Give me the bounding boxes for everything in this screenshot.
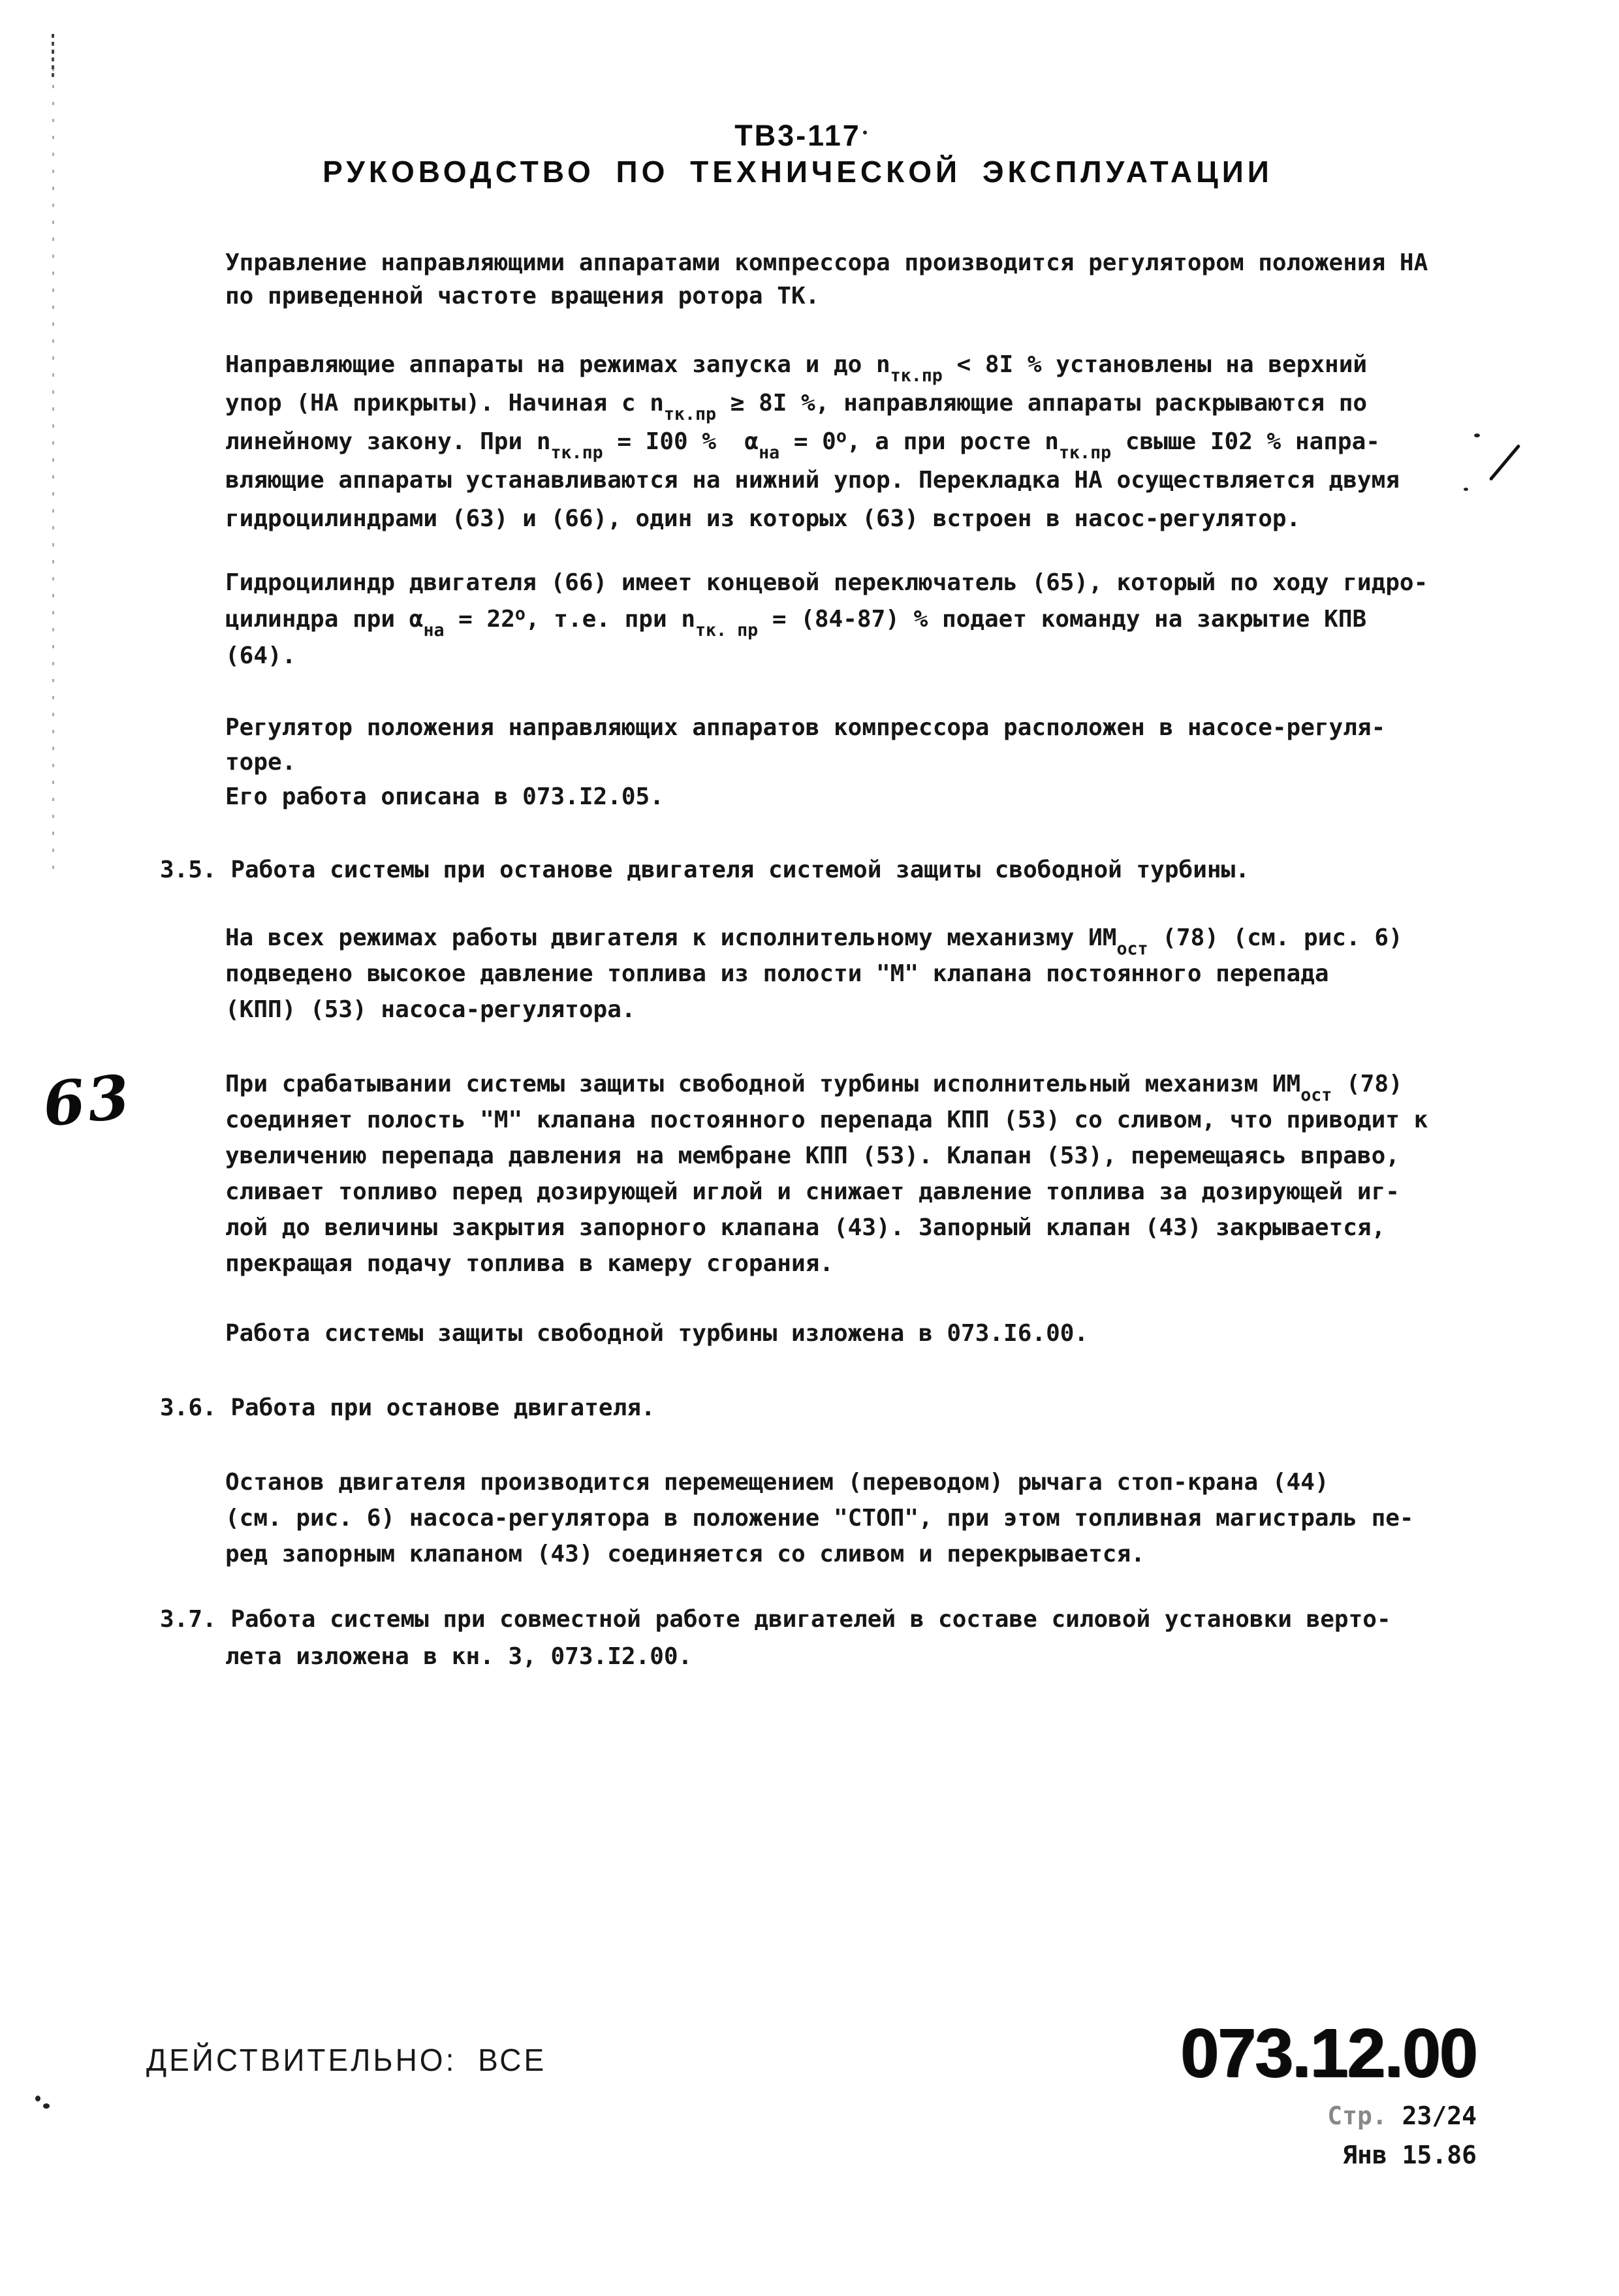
text-run: , а при росте n (846, 428, 1059, 455)
text-line (225, 251, 1428, 285)
subscript: на (423, 620, 445, 640)
text-run: 3.7. Работа системы при совместной работе двигателей в составе силовой установки верто- (160, 1606, 1391, 1633)
text-run: На всех режимах работы двигателя к исполнительному механизму ИМ (225, 924, 1117, 951)
text-line (225, 1543, 1414, 1579)
text-line (225, 1180, 1428, 1216)
text-run: линейному закону. При n (225, 428, 551, 455)
text-run: 3.5. Работа системы при останове двигателя системой защиты свободной турбины. (160, 857, 1250, 883)
text-run: сливает топливо перед дозирующей иглой и снижает давление топлива за дозирующей иг- (225, 1178, 1400, 1205)
paragraph (225, 926, 1403, 1034)
text-run: = I00 % α (603, 428, 759, 455)
text-run: торе. (225, 749, 296, 776)
page-title: РУКОВОДСТВО ПО ТЕХНИЧЕСКОЙ ЭКСПЛУАТАЦИИ (322, 155, 1273, 189)
text-run: (64). (225, 642, 296, 669)
text-line (225, 998, 1403, 1034)
doc-code-header: ТВ3-117 (734, 119, 861, 152)
text-run: = 22 (444, 606, 515, 633)
subscript: ост (1300, 1084, 1332, 1105)
page-number-value: 23/24 (1402, 2101, 1477, 2130)
text-line (225, 716, 1385, 751)
text-line (225, 1109, 1428, 1144)
paragraph (225, 353, 1400, 546)
text-line (225, 926, 1403, 962)
text-run: При срабатывании системы защиты свободной турбины исполнительный механизм ИМ (225, 1071, 1301, 1097)
text-run: гидроцилиндрами (63) и (66), один из которых (63) встроен в насос-регулятор. (225, 505, 1301, 532)
text-run: Работа системы защиты свободной турбины изложена в 073.I6.00. (225, 1320, 1089, 1347)
text-line (225, 1144, 1428, 1180)
paragraph (225, 571, 1428, 681)
text-run: Гидроцилиндр двигателя (66) имеет концевой переключатель (65), который по ходу гидро- (225, 569, 1428, 596)
text-run: (78) (1332, 1071, 1403, 1097)
paragraph (225, 1073, 1428, 1288)
text-run: увеличению перепада давления на мембране КПП (53). Клапан (53), перемещаясь вправо, (225, 1142, 1400, 1169)
text-run: , т.е. при n (525, 606, 695, 633)
ink-speck (43, 2103, 50, 2109)
text-line (225, 1322, 1088, 1358)
text-run: по приведенной частоте вращения ротора ТК. (225, 283, 820, 309)
text-line (225, 1216, 1428, 1252)
text-run: < 8I % установлены на верхний (942, 351, 1368, 378)
section-heading (160, 1396, 655, 1432)
text-line (225, 1471, 1414, 1507)
subscript: тк.пр (890, 365, 943, 386)
text-line (225, 1507, 1414, 1543)
paragraph (225, 1471, 1414, 1579)
text-run: = (84-87) % подает команду на закрытие КПВ (758, 606, 1367, 633)
text-run: цилиндра при α (225, 606, 424, 633)
text-run: лой до величины закрытия запорного клапана (43). Запорный клапан (43) закрывается, (225, 1214, 1386, 1241)
paragraph (225, 251, 1428, 318)
text-line (225, 1252, 1428, 1288)
binding-dash-line-top (52, 34, 54, 77)
ink-speck (863, 131, 867, 134)
text-line (225, 426, 1400, 469)
subscript: тк.пр (1058, 442, 1112, 463)
text-run: Останов двигателя производится перемещением (переводом) рычага стоп-крана (44) (225, 1469, 1329, 1496)
text-run: = 0 (779, 428, 836, 455)
text-line (225, 469, 1400, 507)
text-line (160, 1645, 1391, 1682)
paragraph (225, 716, 1385, 820)
subscript: ост (1116, 938, 1148, 959)
text-run: подведено высокое давление топлива из полости "М" клапана постоянного перепада (225, 960, 1329, 987)
subscript: тк.пр (663, 403, 717, 424)
text-line (225, 1073, 1428, 1109)
ink-speck (1474, 433, 1480, 437)
superscript: о (514, 603, 526, 624)
page-number (1180, 2103, 1477, 2128)
text-run: Направляющие аппараты на режимах запуска и до n (225, 351, 890, 378)
text-run: (см. рис. 6) насоса-регулятора в положение "СТОП", при этом топливная магистраль пе- (225, 1505, 1414, 1532)
text-run: вляющие аппараты устанавливаются на нижний упор. Перекладка НА осуществляется двумя (225, 467, 1400, 494)
revision-date: Янв 15.86 (1342, 2141, 1477, 2169)
handwritten-margin-number: 63 (39, 1061, 136, 1140)
text-line (160, 1608, 1391, 1645)
text-run: Регулятор положения направляющих аппаратов компрессора расположен в насосе-регуля- (225, 714, 1386, 741)
text-run: ≥ 8I %, направляющие аппараты раскрываются по (716, 390, 1368, 417)
footer-reference-block (1180, 2015, 1477, 2169)
text-line (225, 785, 1385, 820)
text-line (225, 392, 1400, 430)
text-line (225, 507, 1400, 546)
superscript: о (836, 426, 847, 447)
text-run: 3.6. Работа при останове двигателя. (160, 1394, 655, 1421)
subscript: тк.пр (550, 442, 603, 463)
text-run: ред запорным клапаном (43) соединяется со сливом и перекрывается. (225, 1541, 1145, 1567)
paragraph (225, 1322, 1088, 1358)
ink-speck (1464, 488, 1468, 491)
text-line (225, 285, 1428, 318)
text-run: Управление направляющими аппаратами компрессора производится регулятором положения НА (225, 249, 1428, 276)
subscript: на (759, 442, 780, 463)
text-run: лета изложена в кн. 3, 073.I2.00. (225, 1643, 693, 1670)
text-line (225, 353, 1400, 392)
page-number-label: Стр. (1327, 2101, 1387, 2130)
text-run: прекращая подачу топлива в камеру сгорания. (225, 1250, 834, 1277)
section-heading (160, 858, 1250, 894)
text-run: (78) (см. рис. 6) (1148, 924, 1403, 951)
ink-speck (35, 2096, 40, 2101)
pen-slash-mark (1489, 444, 1521, 481)
subscript: тк. пр (695, 620, 759, 640)
doc-code-stamp: 073.12.00 (1180, 2015, 1477, 2092)
text-line (225, 571, 1428, 608)
text-line (225, 603, 1428, 644)
text-line (160, 858, 1250, 894)
text-run: соединяет полость "М" клапана постоянного перепада КПП (53) со сливом, что приводит к (225, 1107, 1428, 1133)
text-run: Его работа описана в 073.I2.05. (225, 783, 664, 810)
text-run: упор (НА прикрыты). Начиная с n (225, 390, 664, 417)
text-run: свыше I02 % напра- (1111, 428, 1380, 455)
validity-stamp: ДЕЙСТВИТЕЛЬНО: ВСЕ (146, 2041, 547, 2078)
text-line (225, 962, 1403, 998)
section-heading (160, 1608, 1391, 1682)
text-run: (КПП) (53) насоса-регулятора. (225, 996, 636, 1023)
text-line (225, 644, 1428, 681)
text-line (160, 1396, 655, 1432)
text-line (225, 751, 1385, 785)
